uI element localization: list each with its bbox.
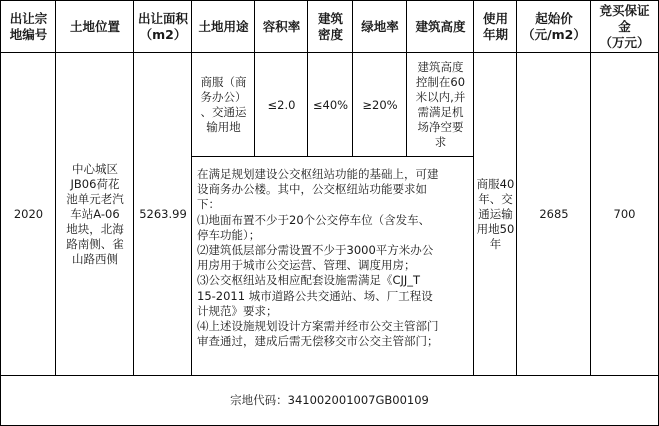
table-border-left <box>0 0 1 426</box>
header-rule <box>0 52 659 53</box>
cell-deposit: 700 <box>613 207 636 221</box>
cell-green: ≥20% <box>362 97 398 112</box>
cell-parcel-no: 2020 <box>13 207 44 221</box>
cell-price: 2685 <box>539 207 569 221</box>
cell-far: ≤2.0 <box>267 97 296 112</box>
header-price: 起始价 （元/m2） <box>522 11 586 42</box>
header-location: 土地位置 <box>69 19 120 34</box>
column-rule <box>516 0 517 376</box>
use-row-rule <box>192 156 474 157</box>
cell-height: 建筑高度 控制在60 米以内,并 需满足机 场净空要 求 <box>415 60 466 149</box>
column-rule <box>55 0 56 376</box>
table-border-top <box>0 0 659 1</box>
header-area: 出让面积 （m2） <box>137 11 188 42</box>
cell-planning-note: 在满足规划建设公交枢纽站功能的基础上，可建 设商务办公楼。其中，公交枢纽站功能要求如 下： ⑴地面布置不少于20个公交停车位（含发车、 停车功能）； ⑵建筑低层部分需设置不少于3000平方米办公 用房用于城市公交运营、管理、调度用房； ⑶公交枢纽站及相应配套设施需满足《CJJ_T 15-2011 城市道路公共交通站、场、厂工程设 计规范》要求； ⑷上述设施规划设计方案需并经市公交主管部门 审查通过，建成后需无偿移交市公交主管部门； <box>197 167 439 349</box>
header-parcel-no: 出让宗 地编号 <box>9 11 48 42</box>
cell-location: 中心城区 JB06荷花 池单元老汽 车站A-06 地块，北海 路南侧、雀 山路西侧 <box>66 162 124 266</box>
header-term: 使用 年期 <box>482 11 508 42</box>
column-rule <box>352 0 353 157</box>
column-rule <box>307 0 308 157</box>
cell-use: 商服（商 务办公） 、交通运 输用地 <box>200 75 247 134</box>
footer-rule <box>0 375 659 376</box>
header-height: 建筑高度 <box>415 19 466 34</box>
header-far: 容积率 <box>262 19 301 34</box>
parcel-code: 宗地代码：341002001007GB00109 <box>230 393 429 407</box>
column-rule <box>133 0 134 376</box>
column-rule <box>191 0 192 376</box>
column-rule <box>473 0 474 376</box>
header-density: 建筑 密度 <box>317 11 343 42</box>
header-deposit: 竞买保证 金 （万元） <box>599 3 650 50</box>
cell-density: ≤40% <box>312 97 349 112</box>
header-use: 土地用途 <box>198 19 249 34</box>
header-green: 绿地率 <box>361 19 399 34</box>
column-rule <box>254 0 255 157</box>
column-rule <box>406 0 407 157</box>
cell-term: 商服40 年、交 通运输 用地50 年 <box>476 177 515 251</box>
column-rule <box>590 0 591 376</box>
cell-area: 5263.99 <box>139 207 187 221</box>
